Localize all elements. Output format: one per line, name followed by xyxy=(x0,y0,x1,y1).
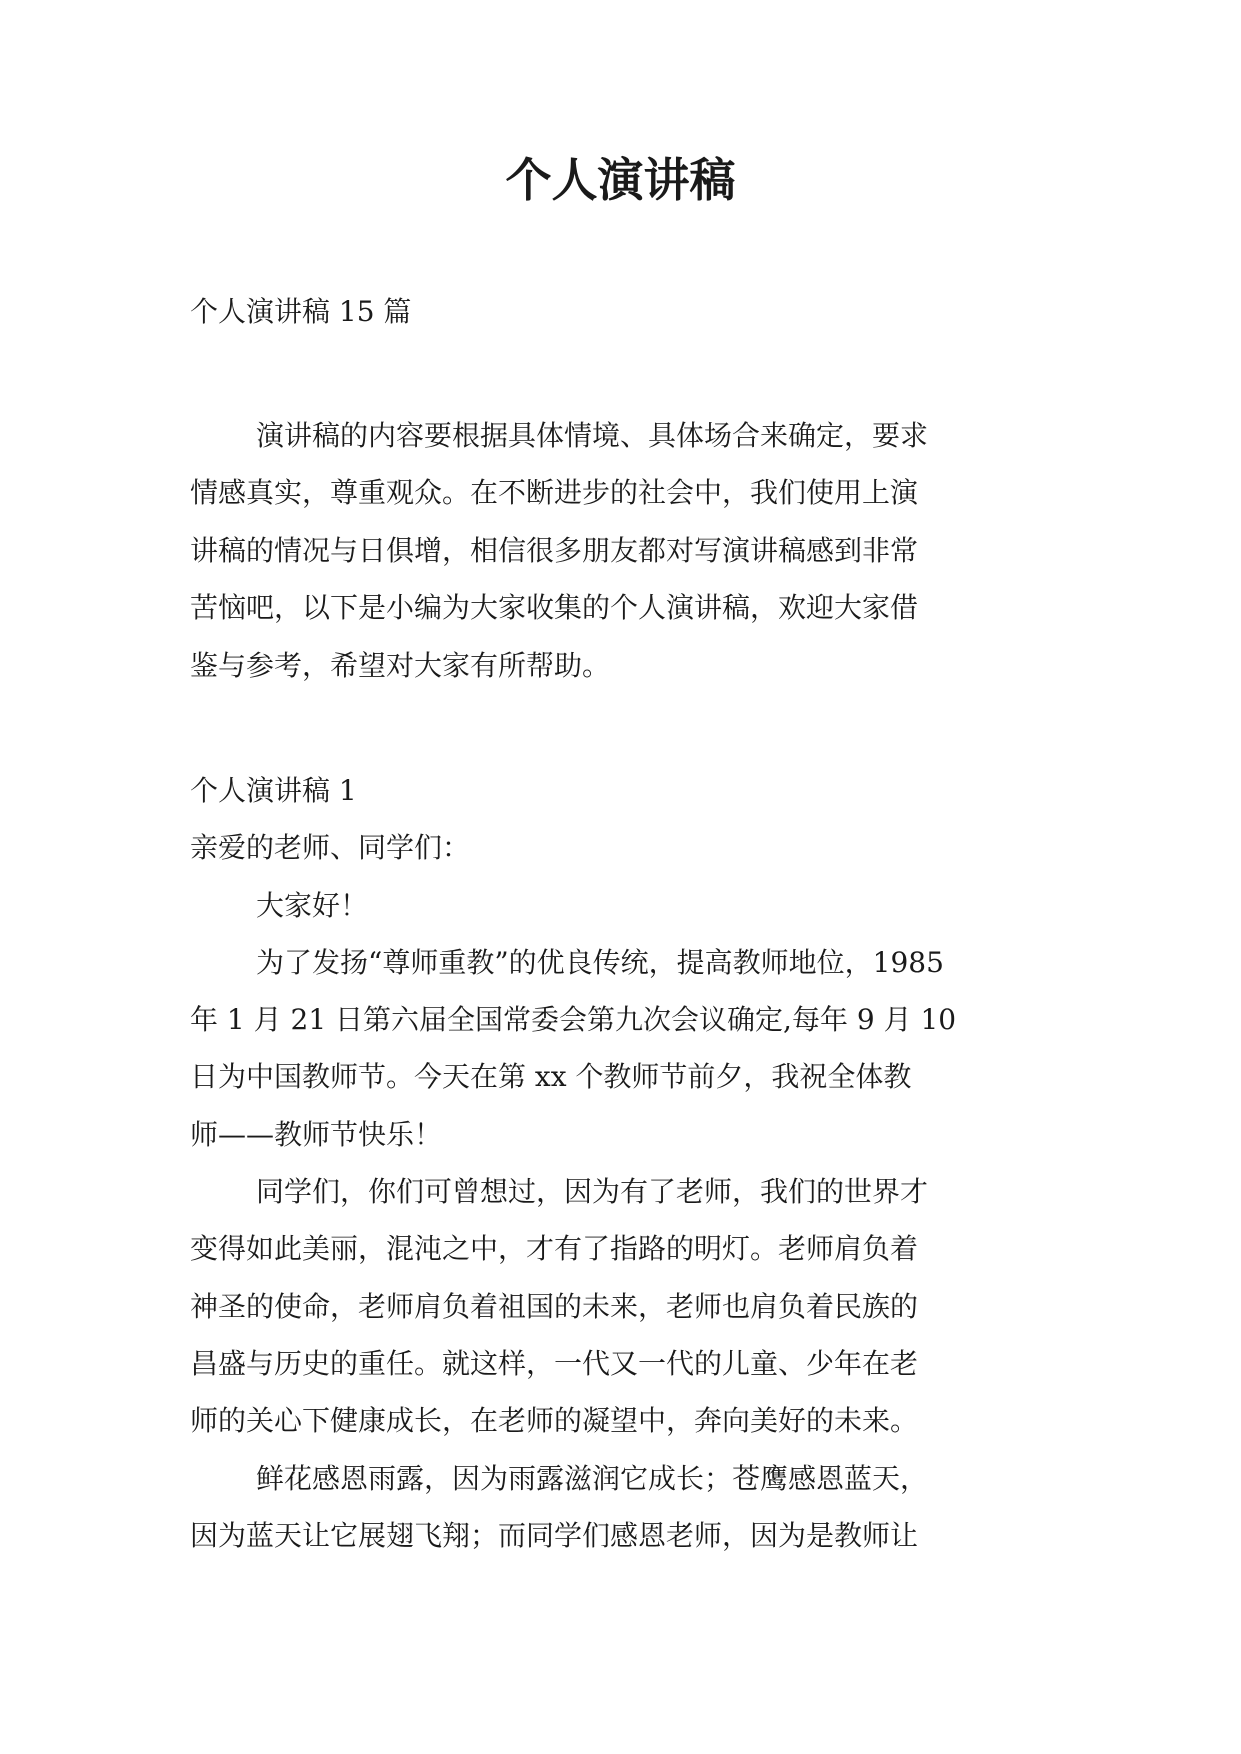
paragraph-line: 同学们，你们可曾想过，因为有了老师，我们的世界才 xyxy=(256,1175,929,1209)
document-title: 个人演讲稿 xyxy=(505,153,736,207)
paragraph-line: 神圣的使命，老师肩负着祖国的未来，老师也肩负着民族的 xyxy=(190,1289,919,1323)
paragraph-line: 日为中国教师节。今天在第 xx 个教师节前夕，我祝全体教 xyxy=(190,1060,912,1094)
document-subtitle: 个人演讲稿 15 篇 xyxy=(190,295,412,328)
intro-line: 讲稿的情况与日俱增，相信很多朋友都对写演讲稿感到非常 xyxy=(190,533,919,567)
paragraph-line: 年 1 月 21 日第六届全国常委会第九次会议确定,每年 9 月 10 xyxy=(190,1003,957,1037)
speech-section-1 xyxy=(190,762,1070,1564)
intro-line: 鉴与参考，希望对大家有所帮助。 xyxy=(190,648,611,682)
paragraph-line: 因为蓝天让它展翅飞翔；而同学们感恩老师，因为是教师让 xyxy=(190,1518,919,1552)
intro-line: 情感真实，尊重观众。在不断进步的社会中，我们使用上演 xyxy=(190,476,919,510)
paragraph-line: 变得如此美丽，混沌之中，才有了指路的明灯。老师肩负着 xyxy=(190,1232,919,1266)
paragraph-line: 昌盛与历史的重任。就这样，一代又一代的儿童、少年在老 xyxy=(190,1346,919,1380)
paragraph-line: 为了发扬“尊师重教”的优良传统，提高教师地位，1985 xyxy=(256,945,944,979)
paragraph-line: 师的关心下健康成长，在老师的凝望中，奔向美好的未来。 xyxy=(190,1404,919,1438)
paragraph-line: 师——教师节快乐！ xyxy=(190,1117,443,1151)
salutation: 亲爱的老师、同学们： xyxy=(190,831,471,865)
greeting: 大家好！ xyxy=(256,888,369,922)
section-heading: 个人演讲稿 1 xyxy=(190,774,357,807)
paragraph-line: 鲜花感恩雨露，因为雨露滋润它成长；苍鹰感恩蓝天， xyxy=(256,1461,929,1495)
intro-line: 苦恼吧，以下是小编为大家收集的个人演讲稿，欢迎大家借 xyxy=(190,591,919,625)
intro-line: 演讲稿的内容要根据具体情境、具体场合来确定，要求 xyxy=(256,419,929,452)
intro-paragraph xyxy=(190,407,1070,694)
